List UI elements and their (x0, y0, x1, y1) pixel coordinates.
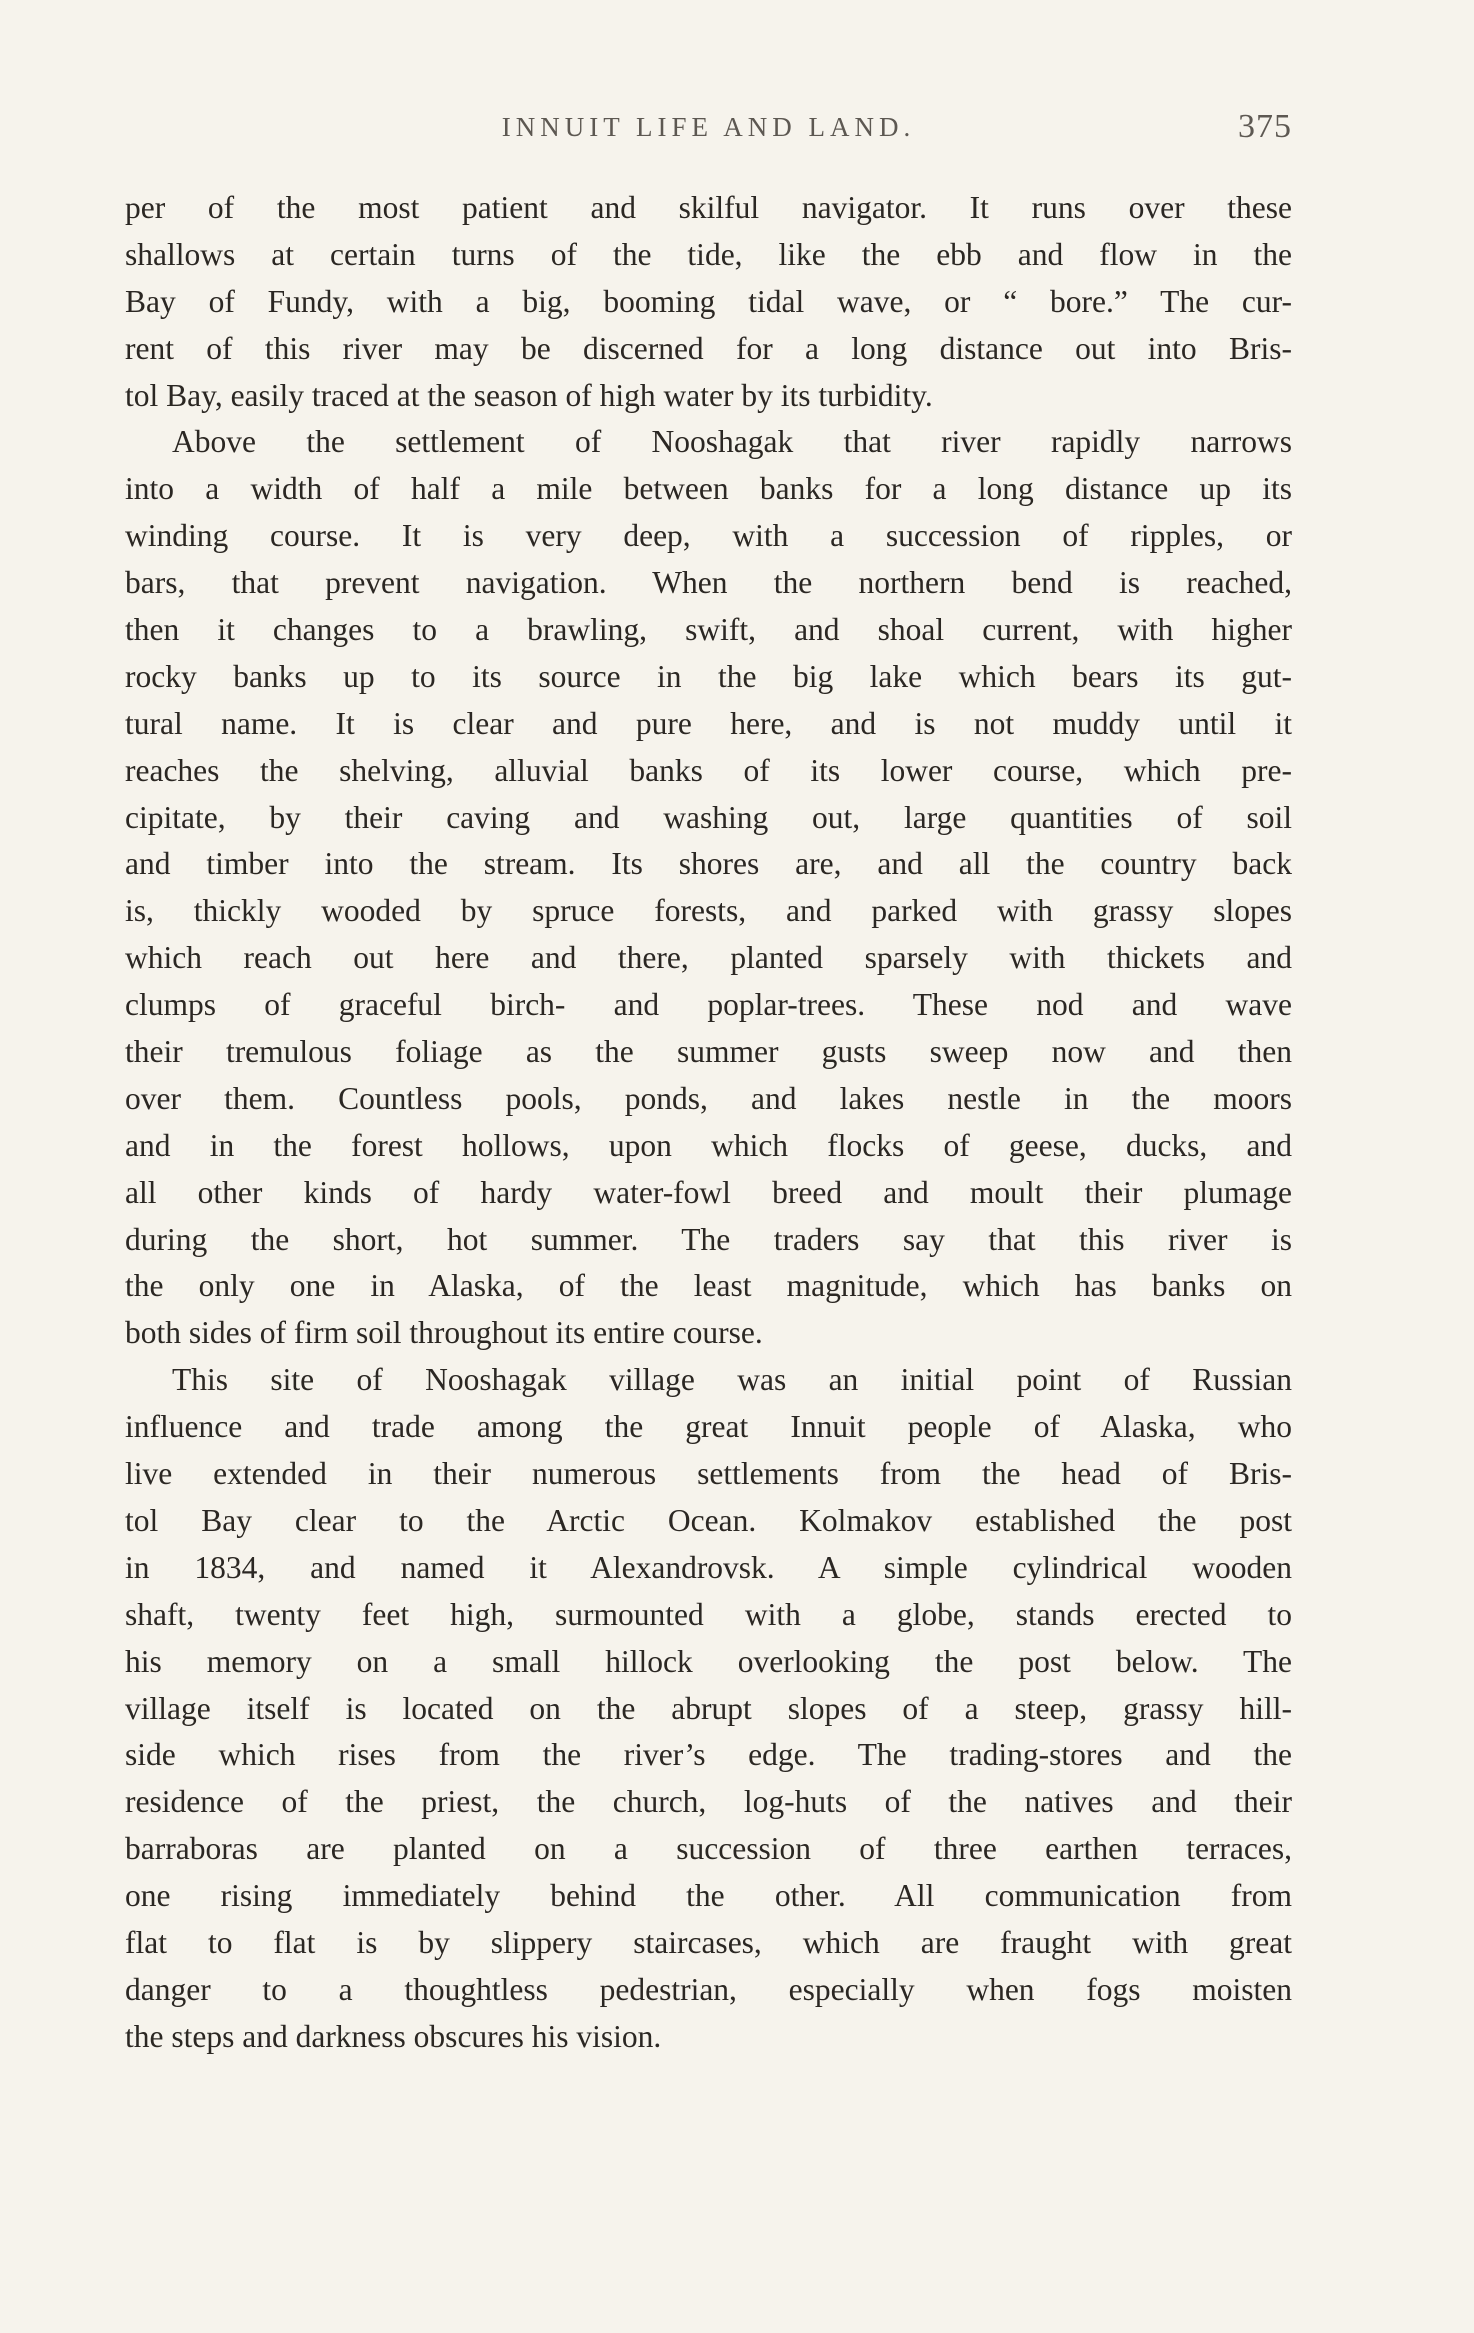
text-line: shallows at certain turns of the tide, like the ebb and flow in the (125, 236, 1292, 272)
text-line: winding course. It is very deep, with a succession of ripples, or (125, 518, 1292, 554)
text-line: tol Bay, easily traced at the season of high water by its turbidity. (125, 377, 933, 413)
text-line: reaches the shelving, alluvial banks of its lower course, which pre- (125, 752, 1292, 788)
text-line: rent of this river may be discerned for a long distance out into Bris- (125, 330, 1292, 366)
text-line: flat to flat is by slippery staircases, which are fraught with great (125, 1924, 1292, 1960)
text-line: all other kinds of hardy water-fowl breed and moult their plumage (125, 1174, 1292, 1210)
text-line: then it changes to a brawling, swift, and shoal current, with higher (125, 612, 1292, 648)
text-line: rocky banks up to its source in the big lake which bears its gut- (125, 658, 1292, 694)
page-number: 375 (1238, 108, 1292, 145)
text-line: and timber into the stream. Its shores are, and all the country back (125, 846, 1292, 882)
text-line: over them. Countless pools, ponds, and lakes nestle in the moors (125, 1080, 1292, 1116)
text-line: tural name. It is clear and pure here, and is not muddy until it (125, 705, 1292, 741)
text-line: live extended in their numerous settlements from the head of Bris- (125, 1456, 1292, 1492)
text-line: one rising immediately behind the other. All communication from (125, 1878, 1292, 1914)
text-line: in 1834, and named it Alexandrovsk. A simple cylindrical wooden (125, 1549, 1292, 1585)
text-line: danger to a thoughtless pedestrian, especially when fogs moisten (125, 1971, 1292, 2007)
running-title: INNUIT LIFE AND LAND. (501, 112, 916, 142)
text-line: into a width of half a mile between banks for a long distance up its (125, 471, 1292, 507)
text-line: village itself is located on the abrupt slopes of a steep, grassy hill- (125, 1690, 1292, 1726)
text-line: shaft, twenty feet high, surmounted with a globe, stands erected to (125, 1596, 1292, 1632)
text-line: their tremulous foliage as the summer gusts sweep now and then (125, 1034, 1292, 1070)
text-line: both sides of firm soil throughout its entire course. (125, 1315, 763, 1351)
text-line: residence of the priest, the church, log-huts of the natives and their (125, 1784, 1292, 1820)
running-head (125, 108, 1292, 152)
text-line: bars, that prevent navigation. When the northern bend is reached, (125, 565, 1292, 601)
text-line: barraboras are planted on a succession of three earthen terraces, (125, 1831, 1292, 1867)
text-line: cipitate, by their caving and washing out, large quantities of soil (125, 799, 1292, 835)
text-line: and in the forest hollows, upon which flocks of geese, ducks, and (125, 1127, 1292, 1163)
text-line: influence and trade among the great Innuit people of Alaska, who (125, 1409, 1292, 1445)
text-line: during the short, hot summer. The traders say that this river is (125, 1221, 1292, 1257)
text-line: This site of Nooshagak village was an initial point of Russian (172, 1362, 1292, 1398)
text-line: Above the settlement of Nooshagak that river rapidly narrows (172, 424, 1292, 460)
text-line: clumps of graceful birch- and poplar-trees. These nod and wave (125, 987, 1292, 1023)
text-line: per of the most patient and skilful navigator. It runs over these (125, 190, 1292, 225)
text-line: Bay of Fundy, with a big, booming tidal wave, or “ bore.” The cur- (125, 283, 1292, 319)
text-line: the steps and darkness obscures his vision. (125, 2018, 662, 2054)
text-line: the only one in Alaska, of the least magnitude, which has banks on (125, 1268, 1292, 1304)
text-line: which reach out here and there, planted sparsely with thickets and (125, 940, 1292, 976)
text-line: tol Bay clear to the Arctic Ocean. Kolmakov established the post (125, 1502, 1292, 1538)
body-text (125, 185, 1292, 2061)
text-line: is, thickly wooded by spruce forests, and parked with grassy slopes (125, 893, 1292, 929)
text-line: side which rises from the river’s edge. The trading-stores and the (125, 1737, 1292, 1773)
text-line: his memory on a small hillock overlooking the post below. The (125, 1643, 1292, 1679)
